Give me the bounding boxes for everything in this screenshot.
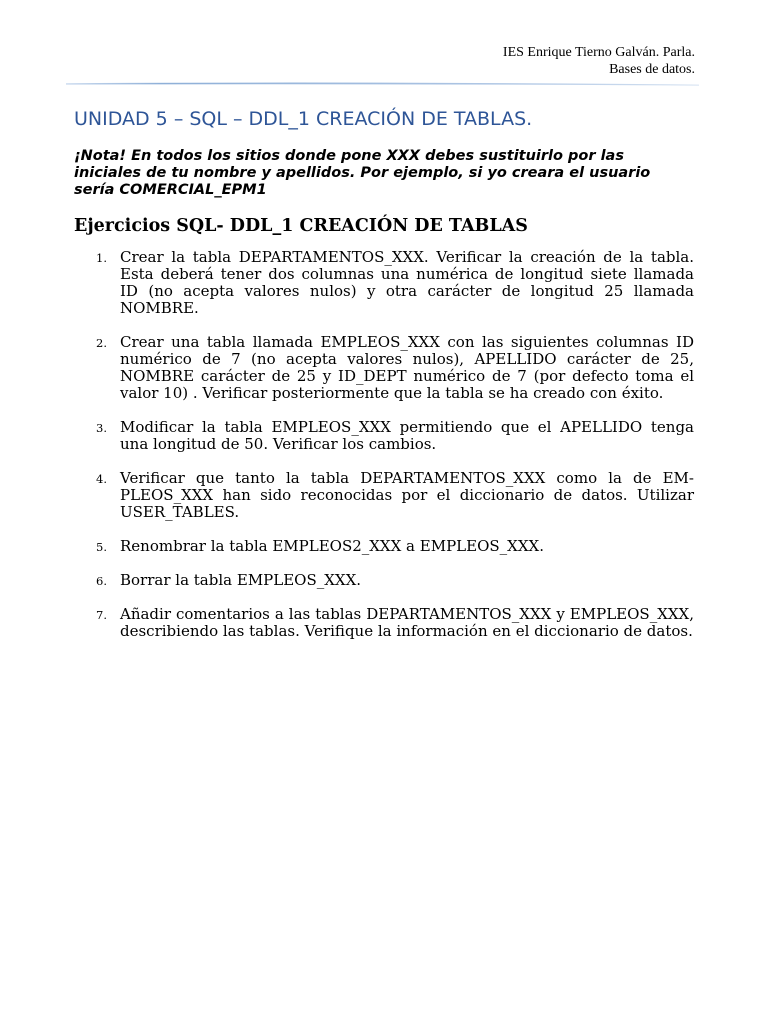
exercise-item	[74, 606, 694, 640]
exercise-item	[74, 470, 694, 521]
exercise-text: Crear una tabla llamada EMPLEOS_XXX con las siguientes columnas ID numérico de 7 (no acepta valores nulos), APELLIDO carácter de 25, NOMBRE carácter de 25 y ID_DEPT numérico de 7 (por defecto toma el valor 10) . Verificar posteriormente que la tabla se ha creado con éxito.	[120, 333, 694, 402]
exercise-item	[74, 572, 694, 589]
exercise-number: 2.	[96, 336, 107, 350]
header-school: IES Enrique Tierno Galván. Parla.	[502, 45, 695, 60]
exercise-item	[74, 334, 694, 402]
exercise-text: Crear la tabla DEPARTAMENTOS_XXX. Verificar la creación de la tabla. Esta deberá tener dos columnas una numérica de longitud siete llamada ID (no acepta valores nulos) y otra carácter de longitud 25 llamada NOMBRE.	[120, 248, 694, 317]
exercise-number: 7.	[96, 608, 107, 622]
header-subject: Bases de datos.	[609, 62, 695, 77]
note-paragraph: ¡Nota! En todos los sitios donde pone XXX debes sustituirlo por las iniciales de tu nombre y apellidos. Por ejemplo, si yo creara el usuario sería COMERCIAL_EPM1	[74, 148, 651, 198]
exercise-text: Borrar la tabla EMPLEOS_XXX.	[120, 571, 362, 589]
page-header	[503, 44, 695, 78]
section-title: Ejercicios SQL- DDL_1 CREACIÓN DE TABLAS	[74, 216, 528, 236]
exercise-number: 4.	[96, 472, 107, 486]
exercise-text: Renombrar la tabla EMPLEOS2_XXX a EMPLEOS_XXX.	[120, 537, 544, 555]
exercise-item	[74, 538, 694, 555]
exercise-item	[74, 249, 694, 317]
header-rule	[66, 82, 699, 86]
exercise-number: 5.	[96, 540, 107, 554]
exercise-number: 1.	[96, 251, 107, 265]
page-title: UNIDAD 5 – SQL – DDL_1 CREACIÓN DE TABLAS.	[74, 108, 533, 130]
exercise-number: 3.	[96, 421, 107, 435]
exercise-text: Verificar que tanto la tabla DEPARTAMENTOS_XXX como la de EMPLEOS_XXX han sido reconocidas por el diccionario de datos. Utilizar USER_TABLES.	[120, 469, 694, 521]
exercise-text: Añadir comentarios a las tablas DEPARTAMENTOS_XXX y EMPLEOS_XXX, describiendo las tablas. Verifique la información en el diccionario de datos.	[120, 605, 694, 640]
exercise-text: Modificar la tabla EMPLEOS_XXX permitiendo que el APELLIDO tenga una longitud de 50. Verificar los cambios.	[120, 418, 694, 453]
exercise-item	[74, 419, 694, 453]
exercise-number: 6.	[96, 574, 107, 588]
exercise-list	[74, 249, 694, 657]
